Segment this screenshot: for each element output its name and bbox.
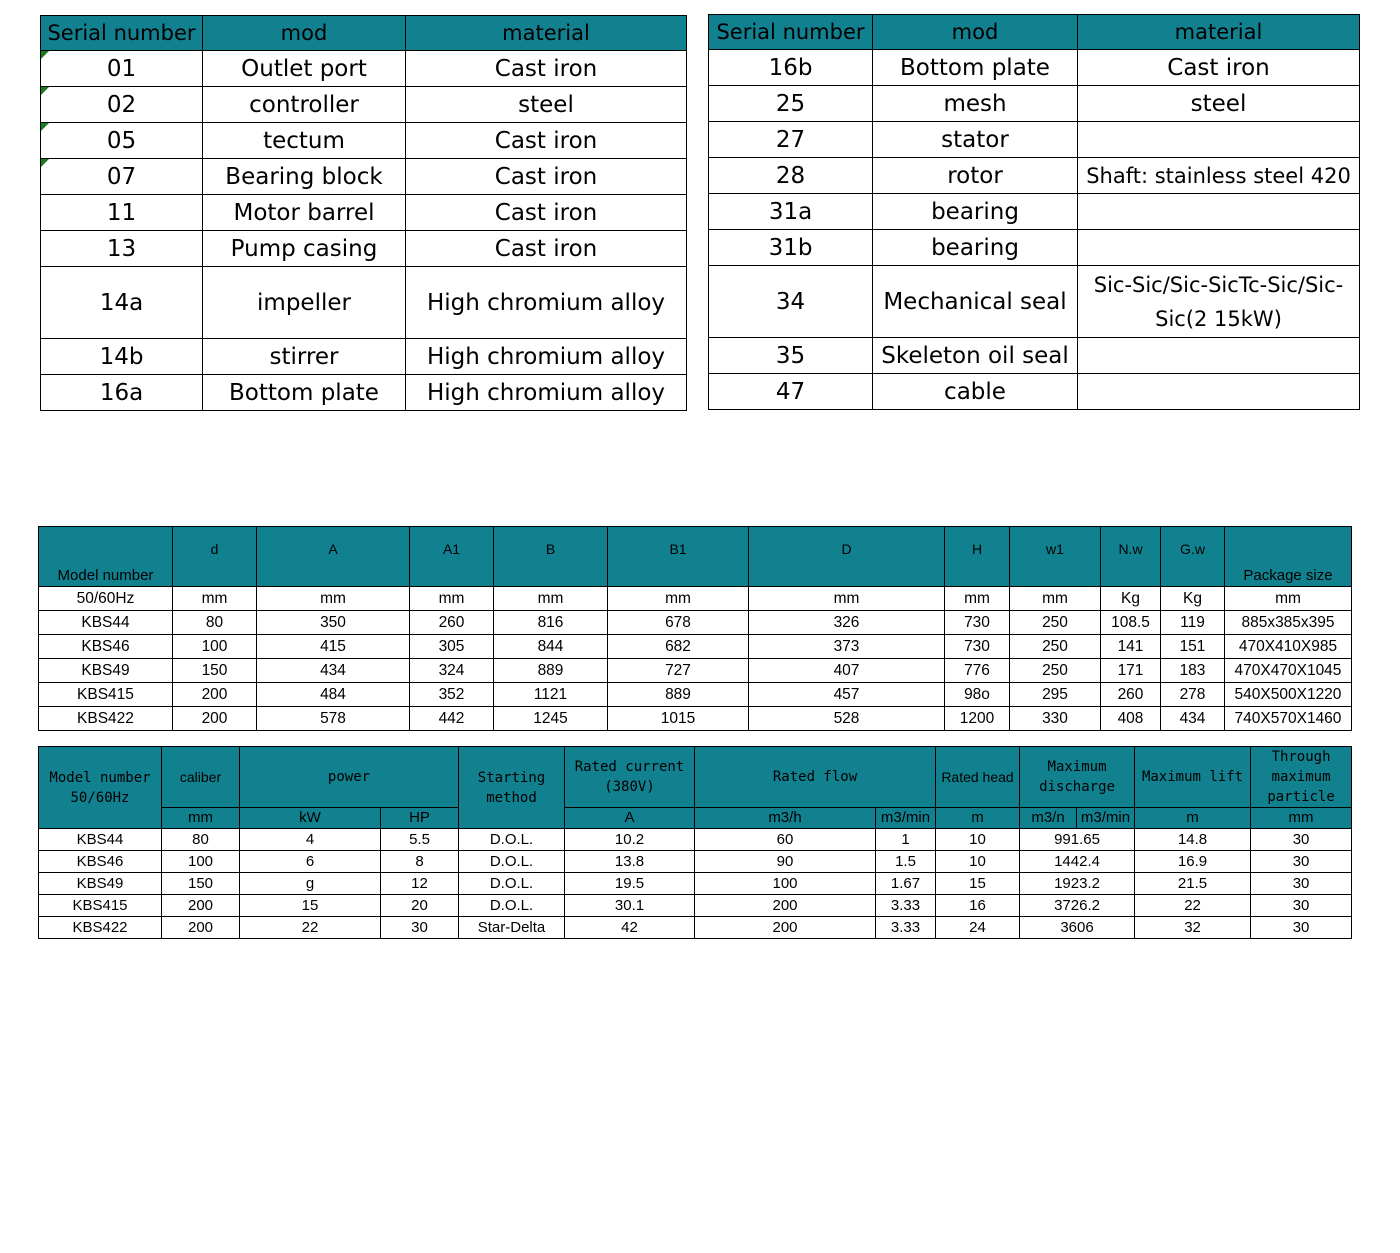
unit-cell: mm [1251, 808, 1352, 829]
mod-cell: tectum [203, 123, 406, 159]
table-cell: 30 [1251, 917, 1352, 939]
table-cell: 1.5 [876, 851, 936, 873]
table-cell: 80 [173, 611, 257, 635]
table-row [39, 683, 1352, 707]
table-cell: 3606 [1020, 917, 1135, 939]
table-cell: 889 [608, 683, 749, 707]
table-cell: KBS422 [39, 917, 162, 939]
serial-cell: 25 [709, 86, 873, 122]
header-row [41, 16, 687, 51]
column-header-w1: w1 [1010, 527, 1101, 587]
table-cell: 484 [257, 683, 410, 707]
table-row [39, 851, 1352, 873]
material-cell: High chromium alloy [406, 267, 687, 339]
table-cell: 22 [1135, 895, 1251, 917]
unit-cell: mm [162, 808, 240, 829]
material-cell [1078, 230, 1360, 266]
table-row [709, 266, 1360, 338]
unit-cell: mm [749, 587, 945, 611]
units-row [39, 587, 1352, 611]
table-cell: 183 [1161, 659, 1225, 683]
serial-cell: 07 [41, 159, 203, 195]
column-header-flow: Rated flow [695, 747, 936, 808]
table-cell: KBS44 [39, 611, 173, 635]
header-row [39, 527, 1352, 587]
table-cell: KBS415 [39, 895, 162, 917]
column-header-nw: N.w [1101, 527, 1161, 587]
table-cell: 30.1 [565, 895, 695, 917]
table-row [709, 194, 1360, 230]
column-header-discharge: Maximum discharge [1020, 747, 1135, 808]
table-row [709, 338, 1360, 374]
table-row [39, 829, 1352, 851]
material-cell: Cast iron [406, 195, 687, 231]
mod-cell: Bottom plate [873, 50, 1078, 86]
serial-cell: 34 [709, 266, 873, 338]
serial-cell: 31b [709, 230, 873, 266]
table-cell: 90 [695, 851, 876, 873]
mod-cell: controller [203, 87, 406, 123]
table-cell: 540X500X1220 [1225, 683, 1352, 707]
table-cell: 32 [1135, 917, 1251, 939]
table-row [41, 231, 687, 267]
table-cell: 1245 [494, 707, 608, 731]
table-cell: KBS46 [39, 635, 173, 659]
table-cell: 305 [410, 635, 494, 659]
column-header-serial: Serial number [41, 16, 203, 51]
mod-cell: Pump casing [203, 231, 406, 267]
table-cell: 415 [257, 635, 410, 659]
table-cell: 16.9 [1135, 851, 1251, 873]
unit-cell: Kg [1161, 587, 1225, 611]
unit-cell: mm [257, 587, 410, 611]
mod-cell: stirrer [203, 339, 406, 375]
table-cell: 4 [240, 829, 381, 851]
mod-cell: cable [873, 374, 1078, 410]
serial-cell: 16a [41, 375, 203, 411]
table-cell: 407 [749, 659, 945, 683]
column-header-a: A [257, 527, 410, 587]
table-cell: 470X410X985 [1225, 635, 1352, 659]
table-row [39, 659, 1352, 683]
header-row [709, 15, 1360, 50]
table-cell: 295 [1010, 683, 1101, 707]
serial-cell: 14a [41, 267, 203, 339]
table-cell: 171 [1101, 659, 1161, 683]
material-cell [1078, 374, 1360, 410]
table-cell: Star-Delta [459, 917, 565, 939]
table-cell: 889 [494, 659, 608, 683]
mod-cell: Motor barrel [203, 195, 406, 231]
table-cell: 260 [1101, 683, 1161, 707]
serial-cell: 02 [41, 87, 203, 123]
table-cell: KBS49 [39, 873, 162, 895]
column-header-mod: mod [203, 16, 406, 51]
table-cell: 730 [945, 611, 1010, 635]
table-cell: 100 [162, 851, 240, 873]
mod-cell: Bearing block [203, 159, 406, 195]
header-row [39, 747, 1352, 808]
material-cell: High chromium alloy [406, 375, 687, 411]
material-cell: Cast iron [406, 123, 687, 159]
serial-cell: 35 [709, 338, 873, 374]
table-cell: 278 [1161, 683, 1225, 707]
table-row [41, 339, 687, 375]
table-cell: 200 [162, 895, 240, 917]
table-cell: 19.5 [565, 873, 695, 895]
material-cell [1078, 122, 1360, 158]
table-row [41, 267, 687, 339]
table-cell: 10.2 [565, 829, 695, 851]
table-cell: 10 [936, 829, 1020, 851]
table-cell: 350 [257, 611, 410, 635]
table-cell: 578 [257, 707, 410, 731]
table-cell: D.O.L. [459, 873, 565, 895]
unit-cell: m [936, 808, 1020, 829]
table-cell: 100 [695, 873, 876, 895]
column-header-d-upper: D [749, 527, 945, 587]
dimensions-table [38, 526, 1352, 731]
serial-cell: 11 [41, 195, 203, 231]
performance-table [38, 746, 1352, 939]
material-cell: Sic-Sic/Sic-SicTc-Sic/Sic-Sic(2 15kW) [1078, 266, 1360, 338]
table-cell: 457 [749, 683, 945, 707]
table-cell: 250 [1010, 635, 1101, 659]
unit-cell: A [565, 808, 695, 829]
column-header-package: Package size [1225, 527, 1352, 587]
unit-cell: mm [1225, 587, 1352, 611]
table-cell: 5.5 [381, 829, 459, 851]
table-cell: 1121 [494, 683, 608, 707]
table-cell: 740X570X1460 [1225, 707, 1352, 731]
table-row [39, 635, 1352, 659]
table-cell: 13.8 [565, 851, 695, 873]
unit-cell: HP [381, 808, 459, 829]
column-header-serial: Serial number [709, 15, 873, 50]
unit-cell: mm [945, 587, 1010, 611]
table-cell: 21.5 [1135, 873, 1251, 895]
table-cell: 108.5 [1101, 611, 1161, 635]
table-cell: 8 [381, 851, 459, 873]
table-row [709, 86, 1360, 122]
table-cell: 470X470X1045 [1225, 659, 1352, 683]
material-cell: Cast iron [406, 159, 687, 195]
table-row [39, 707, 1352, 731]
table-cell: 141 [1101, 635, 1161, 659]
table-cell: 200 [695, 895, 876, 917]
table-cell: 200 [695, 917, 876, 939]
serial-cell: 28 [709, 158, 873, 194]
table-cell: 352 [410, 683, 494, 707]
serial-cell: 31a [709, 194, 873, 230]
table-cell: D.O.L. [459, 829, 565, 851]
mod-cell: Skeleton oil seal [873, 338, 1078, 374]
mod-cell: rotor [873, 158, 1078, 194]
material-cell: steel [406, 87, 687, 123]
table-cell: 200 [162, 917, 240, 939]
table-cell: 434 [1161, 707, 1225, 731]
table-cell: 324 [410, 659, 494, 683]
table-cell: 885x385x395 [1225, 611, 1352, 635]
table-cell: 442 [410, 707, 494, 731]
table-row [709, 158, 1360, 194]
table-cell: 80 [162, 829, 240, 851]
table-cell: 678 [608, 611, 749, 635]
unit-cell: m3/min [1077, 808, 1135, 829]
table-cell: 816 [494, 611, 608, 635]
table-cell: KBS49 [39, 659, 173, 683]
table-cell: 330 [1010, 707, 1101, 731]
column-header-mod: mod [873, 15, 1078, 50]
table-cell: D.O.L. [459, 895, 565, 917]
table-cell: 60 [695, 829, 876, 851]
table-cell: 373 [749, 635, 945, 659]
unit-cell: 50/60Hz [39, 587, 173, 611]
parts-table-left [40, 15, 687, 411]
table-row [709, 374, 1360, 410]
table-cell: 20 [381, 895, 459, 917]
material-cell: Cast iron [1078, 50, 1360, 86]
table-cell: 30 [381, 917, 459, 939]
table-cell: 776 [945, 659, 1010, 683]
table-cell: 844 [494, 635, 608, 659]
table-cell: 200 [173, 683, 257, 707]
mod-cell: mesh [873, 86, 1078, 122]
table-cell: 6 [240, 851, 381, 873]
table-cell: 991.65 [1020, 829, 1135, 851]
column-header-d: d [173, 527, 257, 587]
table-cell: 434 [257, 659, 410, 683]
unit-cell: Kg [1101, 587, 1161, 611]
table-cell: g [240, 873, 381, 895]
units-row [39, 808, 1352, 829]
mod-cell: Outlet port [203, 51, 406, 87]
table-cell: 150 [162, 873, 240, 895]
table-cell: 727 [608, 659, 749, 683]
serial-cell: 01 [41, 51, 203, 87]
table-cell: 30 [1251, 895, 1352, 917]
table-cell: 22 [240, 917, 381, 939]
unit-cell: kW [240, 808, 381, 829]
table-cell: 200 [173, 707, 257, 731]
table-row [39, 917, 1352, 939]
column-header-material: material [1078, 15, 1360, 50]
unit-cell: mm [608, 587, 749, 611]
table-cell: 15 [240, 895, 381, 917]
table-cell: 1.67 [876, 873, 936, 895]
table-row [39, 611, 1352, 635]
material-cell [1078, 194, 1360, 230]
table-cell: 1442.4 [1020, 851, 1135, 873]
material-cell: High chromium alloy [406, 339, 687, 375]
unit-cell: m3/h [695, 808, 876, 829]
table-cell: 1200 [945, 707, 1010, 731]
table-cell: 14.8 [1135, 829, 1251, 851]
table-cell: 326 [749, 611, 945, 635]
table-cell: 408 [1101, 707, 1161, 731]
table-row [41, 159, 687, 195]
table-cell: 119 [1161, 611, 1225, 635]
table-row [41, 87, 687, 123]
column-header-lift: Maximum lift [1135, 747, 1251, 808]
table-cell: 730 [945, 635, 1010, 659]
table-cell: 42 [565, 917, 695, 939]
material-cell: Cast iron [406, 231, 687, 267]
column-header-gw: G.w [1161, 527, 1225, 587]
table-row [39, 873, 1352, 895]
table-row [709, 230, 1360, 266]
mod-cell: bearing [873, 230, 1078, 266]
table-cell: 1923.2 [1020, 873, 1135, 895]
serial-cell: 13 [41, 231, 203, 267]
column-header-power: power [240, 747, 459, 808]
table-cell: 16 [936, 895, 1020, 917]
unit-cell: mm [1010, 587, 1101, 611]
table-cell: KBS44 [39, 829, 162, 851]
table-cell: 150 [173, 659, 257, 683]
table-cell: 30 [1251, 851, 1352, 873]
table-row [39, 895, 1352, 917]
table-cell: 15 [936, 873, 1020, 895]
unit-cell: m [1135, 808, 1251, 829]
table-cell: KBS415 [39, 683, 173, 707]
table-row [41, 51, 687, 87]
table-cell: 528 [749, 707, 945, 731]
table-cell: KBS46 [39, 851, 162, 873]
mod-cell: stator [873, 122, 1078, 158]
column-header-particle: Through maximum particle [1251, 747, 1352, 808]
material-cell: Cast iron [406, 51, 687, 87]
unit-cell: m3/n [1020, 808, 1077, 829]
table-cell: 250 [1010, 611, 1101, 635]
serial-cell: 05 [41, 123, 203, 159]
table-cell: 260 [410, 611, 494, 635]
mod-cell: bearing [873, 194, 1078, 230]
unit-cell: mm [173, 587, 257, 611]
column-header-model: Model number [39, 527, 173, 587]
column-header-material: material [406, 16, 687, 51]
table-cell: D.O.L. [459, 851, 565, 873]
table-row [41, 195, 687, 231]
material-cell: Shaft: stainless steel 420 [1078, 158, 1360, 194]
table-row [709, 122, 1360, 158]
column-header-head: Rated head [936, 747, 1020, 808]
table-cell: 30 [1251, 829, 1352, 851]
table-cell: 3.33 [876, 917, 936, 939]
parts-table-right [708, 14, 1360, 410]
table-row [709, 50, 1360, 86]
material-cell: steel [1078, 86, 1360, 122]
table-row [41, 375, 687, 411]
table-cell: 3726.2 [1020, 895, 1135, 917]
unit-cell: m3/min [876, 808, 936, 829]
mod-cell: Mechanical seal [873, 266, 1078, 338]
column-header-a1: A1 [410, 527, 494, 587]
column-header-b: B [494, 527, 608, 587]
table-cell: 1 [876, 829, 936, 851]
table-cell: 12 [381, 873, 459, 895]
column-header-h: H [945, 527, 1010, 587]
table-cell: 10 [936, 851, 1020, 873]
table-cell: 1015 [608, 707, 749, 731]
mod-cell: Bottom plate [203, 375, 406, 411]
serial-cell: 14b [41, 339, 203, 375]
serial-cell: 47 [709, 374, 873, 410]
column-header-b1: B1 [608, 527, 749, 587]
unit-cell: mm [410, 587, 494, 611]
table-cell: 30 [1251, 873, 1352, 895]
serial-cell: 16b [709, 50, 873, 86]
column-header-model: Model number 50/60Hz [39, 747, 162, 829]
unit-cell: mm [494, 587, 608, 611]
column-header-starting: Starting method [459, 747, 565, 829]
mod-cell: impeller [203, 267, 406, 339]
table-cell: 682 [608, 635, 749, 659]
material-cell [1078, 338, 1360, 374]
table-cell: 100 [173, 635, 257, 659]
column-header-caliber: caliber [162, 747, 240, 808]
table-cell: 3.33 [876, 895, 936, 917]
table-cell: 24 [936, 917, 1020, 939]
serial-cell: 27 [709, 122, 873, 158]
column-header-current: Rated current (380V) [565, 747, 695, 808]
table-cell: 151 [1161, 635, 1225, 659]
table-cell: 98o [945, 683, 1010, 707]
table-cell: KBS422 [39, 707, 173, 731]
table-row [41, 123, 687, 159]
table-cell: 250 [1010, 659, 1101, 683]
